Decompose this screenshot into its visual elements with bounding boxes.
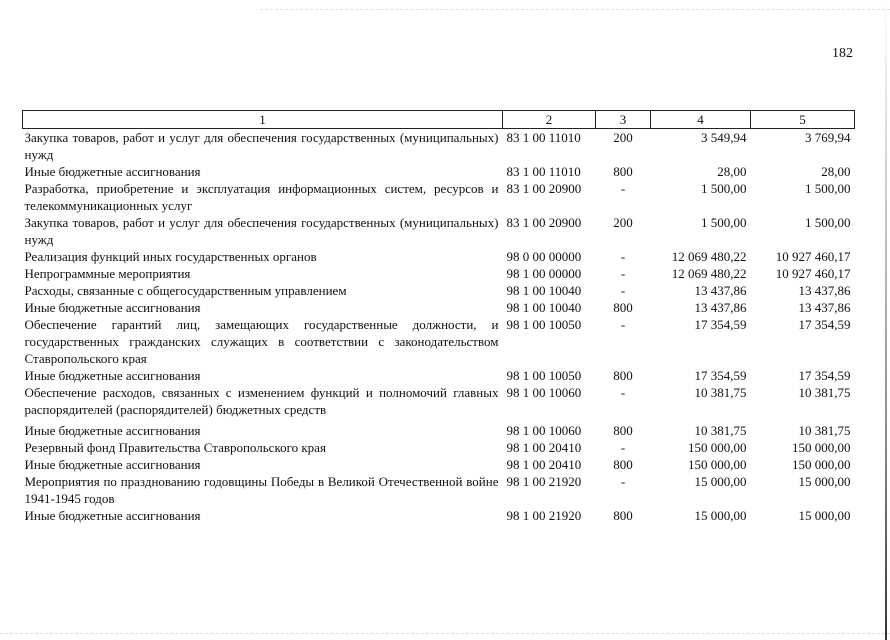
scan-edge-shadow <box>885 0 887 640</box>
table-row <box>23 265 855 282</box>
row-code: 98 1 00 10040 <box>506 300 582 315</box>
row-type: 800 <box>613 164 633 179</box>
row-name: Иные бюджетные ассигнования <box>24 368 201 383</box>
row-value-a: 28,00 <box>717 164 747 179</box>
row-code: 98 1 00 20410 <box>506 457 582 472</box>
row-value-a: 13 437,86 <box>694 283 747 298</box>
row-value-a: 15 000,00 <box>694 474 747 489</box>
row-type: 800 <box>613 457 633 472</box>
row-code: 83 1 00 20900 <box>506 181 582 196</box>
row-type: 800 <box>613 423 633 438</box>
row-value-b: 10 927 460,17 <box>775 266 851 281</box>
row-code: 98 1 00 10060 <box>506 423 582 438</box>
row-value-a: 3 549,94 <box>701 130 747 145</box>
row-value-a: 10 381,75 <box>694 385 747 400</box>
row-name: Реализация функций иных государственных органов <box>24 249 317 264</box>
table-row <box>23 473 855 507</box>
row-type: - <box>620 266 626 281</box>
row-code: 98 1 00 10050 <box>506 317 582 332</box>
row-value-b: 15 000,00 <box>798 508 851 523</box>
table-row <box>23 316 855 367</box>
row-code: 98 1 00 21920 <box>506 508 582 523</box>
row-name: Иные бюджетные ассигнования <box>24 457 201 472</box>
row-value-a: 12 069 480,22 <box>671 266 747 281</box>
table-row <box>23 367 855 384</box>
page-number: 182 <box>832 46 853 61</box>
row-name: Иные бюджетные ассигнования <box>24 300 201 315</box>
row-code: 98 1 00 00000 <box>506 266 582 281</box>
row-name: Иные бюджетные ассигнования <box>24 423 201 438</box>
row-type: - <box>620 385 626 400</box>
row-code: 98 1 00 20410 <box>506 440 582 455</box>
row-type: - <box>620 181 626 196</box>
row-code: 83 1 00 20900 <box>506 215 582 230</box>
row-value-b: 17 354,59 <box>798 368 851 383</box>
row-value-b: 10 381,75 <box>798 423 851 438</box>
row-type: - <box>620 440 626 455</box>
row-type: 200 <box>613 130 633 145</box>
row-value-b: 28,00 <box>821 164 851 179</box>
budget-table <box>22 110 855 524</box>
row-name: Резервный фонд Правительства Ставропольского края <box>24 440 326 455</box>
header-col-5: 5 <box>751 111 855 129</box>
row-value-a: 150 000,00 <box>688 457 747 472</box>
row-value-a: 15 000,00 <box>694 508 747 523</box>
row-value-b: 3 769,94 <box>805 130 851 145</box>
row-value-b: 150 000,00 <box>792 457 851 472</box>
row-value-a: 1 500,00 <box>701 215 747 230</box>
table-row <box>23 282 855 299</box>
table-row <box>23 163 855 180</box>
row-name: Разработка, приобретение и эксплуатация информационных систем, ресурсов и телекоммуникационных услуг <box>24 181 499 213</box>
row-type: - <box>620 249 626 264</box>
row-type: 800 <box>613 508 633 523</box>
header-col-1: 1 <box>23 111 503 129</box>
row-code: 98 1 00 10050 <box>506 368 582 383</box>
row-type: - <box>620 317 626 332</box>
row-code: 83 1 00 11010 <box>506 130 581 145</box>
table-row <box>23 456 855 473</box>
row-name: Закупка товаров, работ и услуг для обеспечения государственных (муниципальных) нужд <box>24 130 499 162</box>
table-row <box>23 418 855 439</box>
row-value-a: 1 500,00 <box>701 181 747 196</box>
row-value-a: 12 069 480,22 <box>671 249 747 264</box>
row-name: Мероприятия по празднованию годовщины Победы в Великой Отечественной войне 1941-1945 годов <box>24 474 499 506</box>
row-name: Расходы, связанные с общегосударственным управлением <box>24 283 347 298</box>
row-value-b: 150 000,00 <box>792 440 851 455</box>
table-row <box>23 299 855 316</box>
row-value-b: 1 500,00 <box>805 215 851 230</box>
row-type: 800 <box>613 300 633 315</box>
row-value-b: 13 437,86 <box>798 300 851 315</box>
row-value-b: 10 381,75 <box>798 385 851 400</box>
row-value-b: 17 354,59 <box>798 317 851 332</box>
row-name: Обеспечение гарантий лиц, замещающих государственные должности, и государственных гражданских служащих в соответствии с законодательством Ставропольского края <box>24 317 499 366</box>
header-col-2: 2 <box>503 111 596 129</box>
table-row <box>23 129 855 164</box>
table-row <box>23 384 855 418</box>
row-type: - <box>620 283 626 298</box>
table-row <box>23 507 855 524</box>
scan-artifact-bottom <box>0 632 890 634</box>
header-col-4: 4 <box>651 111 751 129</box>
table-header-row <box>23 111 855 129</box>
header-col-3: 3 <box>596 111 651 129</box>
row-code: 98 1 00 10040 <box>506 283 582 298</box>
table-row <box>23 439 855 456</box>
row-name: Обеспечение расходов, связанных с изменением функций и полномочий главных распорядителей (распорядителей) бюджетных средств <box>24 385 499 417</box>
row-value-a: 150 000,00 <box>688 440 747 455</box>
row-name: Иные бюджетные ассигнования <box>24 164 201 179</box>
row-value-a: 13 437,86 <box>694 300 747 315</box>
row-value-b: 1 500,00 <box>805 181 851 196</box>
row-value-a: 17 354,59 <box>694 368 747 383</box>
row-type: 800 <box>613 368 633 383</box>
table-row <box>23 180 855 214</box>
row-type: 200 <box>613 215 633 230</box>
table-row <box>23 214 855 248</box>
row-type: - <box>620 474 626 489</box>
row-code: 98 1 00 21920 <box>506 474 582 489</box>
row-code: 98 0 00 00000 <box>506 249 582 264</box>
row-code: 98 1 00 10060 <box>506 385 582 400</box>
row-name: Непрограммные мероприятия <box>24 266 191 281</box>
row-value-b: 10 927 460,17 <box>775 249 851 264</box>
row-name: Закупка товаров, работ и услуг для обеспечения государственных (муниципальных) нужд <box>24 215 499 247</box>
row-value-b: 15 000,00 <box>798 474 851 489</box>
row-value-b: 13 437,86 <box>798 283 851 298</box>
row-value-a: 17 354,59 <box>694 317 747 332</box>
scan-artifact-top <box>260 8 890 10</box>
table-row <box>23 248 855 265</box>
row-value-a: 10 381,75 <box>694 423 747 438</box>
row-name: Иные бюджетные ассигнования <box>24 508 201 523</box>
row-code: 83 1 00 11010 <box>506 164 581 179</box>
